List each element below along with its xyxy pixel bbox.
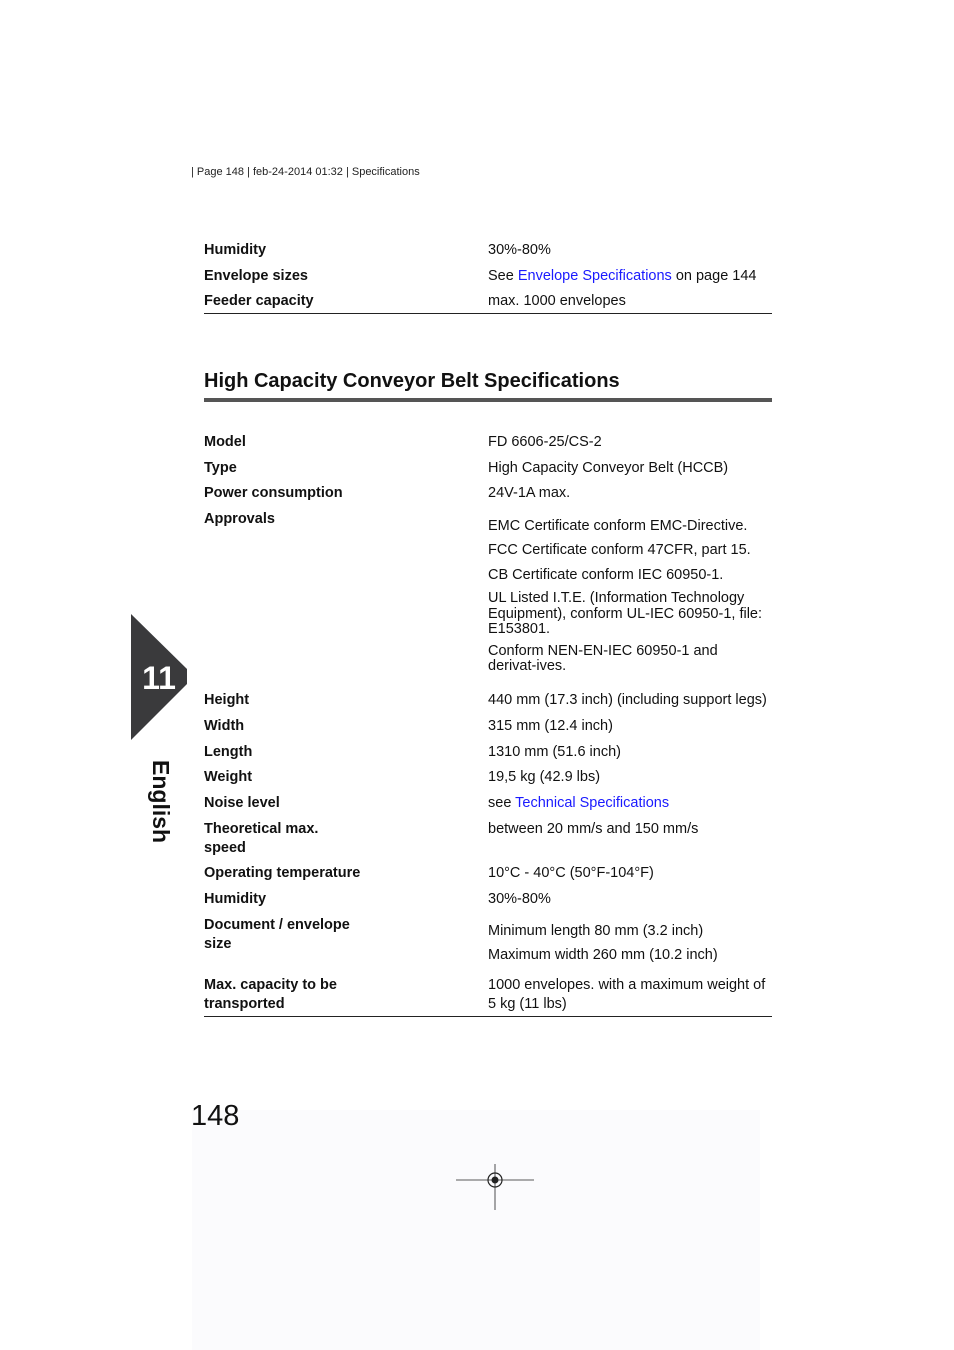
chapter-number: 11 — [142, 660, 176, 696]
value-text: See — [488, 268, 518, 284]
spec-value: 24V-1A max. — [488, 485, 571, 501]
spec-label: Approvals — [204, 511, 275, 527]
label-line: Theoretical max. — [204, 821, 319, 837]
spec-label — [204, 976, 474, 1014]
spec-value-list — [488, 922, 768, 965]
spec-value: max. 1000 envelopes — [488, 293, 626, 309]
value-line: 1000 envelopes. with a maximum weight of — [488, 977, 766, 993]
spec-value: 19,5 kg (42.9 lbs) — [488, 769, 601, 785]
table-divider — [204, 1016, 772, 1017]
section-title: High Capacity Conveyor Belt Specifications — [204, 370, 620, 392]
spec-row-capacity — [204, 976, 772, 1016]
spec-label: Type — [204, 460, 237, 476]
spec-value: 1310 mm (51.6 inch) — [488, 744, 621, 760]
size-item: Minimum length 80 mm (3.2 inch) — [488, 923, 704, 939]
spec-row-model — [204, 433, 772, 459]
approval-item: UL Listed I.T.E. (Information Technology Equipment), conform UL-IEC 60950-1, file: E153801. — [488, 590, 763, 637]
section-title-rule — [204, 398, 772, 402]
spec-row-speed — [204, 820, 772, 864]
spec-value: between 20 mm/s and 150 mm/s — [488, 821, 699, 837]
spec-value: 30%-80% — [488, 891, 551, 907]
spec-row-approvals — [204, 510, 772, 691]
spec-value — [488, 976, 768, 1014]
spec-label: Weight — [204, 769, 253, 785]
spec-row-document-size — [204, 916, 772, 976]
approval-item: Conform NEN-EN-IEC 60950-1 and derivat-ives. — [488, 642, 718, 674]
language-label-wrap — [132, 760, 202, 844]
hccb-spec-table — [204, 433, 772, 1016]
spec-value: 10°C - 40°C (50°F-104°F) — [488, 865, 654, 881]
spec-row-envelope-sizes — [204, 267, 772, 292]
page-number: 148 — [191, 1100, 240, 1132]
spec-value — [488, 267, 768, 286]
spec-row-height — [204, 691, 772, 717]
spec-value: 315 mm (12.4 inch) — [488, 718, 613, 734]
label-line: Document / envelope — [204, 917, 350, 933]
spec-label: Noise level — [204, 795, 280, 811]
registration-mark-icon — [456, 1160, 534, 1210]
spec-row-power — [204, 484, 772, 510]
spec-label: Model — [204, 434, 246, 450]
technical-specifications-link[interactable]: Technical Specifications — [515, 795, 670, 811]
label-line: size — [204, 936, 232, 952]
spec-row-temperature — [204, 864, 772, 890]
spec-label: Operating temperature — [204, 865, 361, 881]
label-line: transported — [204, 996, 285, 1012]
label-line: Max. capacity to be — [204, 977, 337, 993]
spec-row-weight — [204, 768, 772, 794]
spec-value: 440 mm (17.3 inch) (including support legs) — [488, 692, 767, 708]
value-line: 5 kg (11 lbs) — [488, 996, 567, 1012]
spec-value: 30%-80% — [488, 242, 551, 258]
spec-label: Power consumption — [204, 485, 343, 501]
spec-row-length — [204, 743, 772, 768]
spec-value: High Capacity Conveyor Belt (HCCB) — [488, 460, 729, 476]
language-label: English — [148, 760, 174, 844]
spec-row-humidity — [204, 890, 772, 916]
spec-value — [488, 794, 768, 813]
spec-label: Height — [204, 692, 250, 708]
size-item: Maximum width 260 mm (10.2 inch) — [488, 947, 718, 963]
spec-row-humidity — [204, 241, 772, 267]
value-text: see — [488, 795, 516, 811]
spec-row-type — [204, 459, 772, 484]
approval-item: FCC Certificate conform 47CFR, part 15. — [488, 542, 751, 558]
running-header: | Page 148 | feb-24-2014 01:32 | Specifications — [191, 166, 420, 178]
envelope-specifications-link[interactable]: Envelope Specifications — [517, 268, 672, 284]
spec-label: Feeder capacity — [204, 293, 314, 309]
approval-item: EMC Certificate conform EMC-Directive. — [488, 518, 748, 534]
value-text: on page 144 — [671, 268, 757, 284]
spec-value: FD 6606-25/CS-2 — [488, 434, 602, 450]
label-line: speed — [204, 840, 246, 856]
spec-label — [204, 820, 474, 858]
spec-label: Width — [204, 718, 245, 734]
spec-row-noise — [204, 794, 772, 820]
spec-label: Humidity — [204, 891, 267, 907]
page-bottom-shade — [192, 1110, 760, 1350]
spec-row-width — [204, 717, 772, 743]
spec-label: Humidity — [204, 242, 267, 258]
table-divider — [204, 313, 772, 314]
approval-item: CB Certificate conform IEC 60950-1. — [488, 567, 724, 583]
top-spec-table — [204, 241, 772, 316]
spec-label: Length — [204, 744, 253, 760]
spec-label: Envelope sizes — [204, 268, 308, 284]
spec-label — [204, 916, 474, 954]
spec-value-list — [488, 517, 768, 675]
